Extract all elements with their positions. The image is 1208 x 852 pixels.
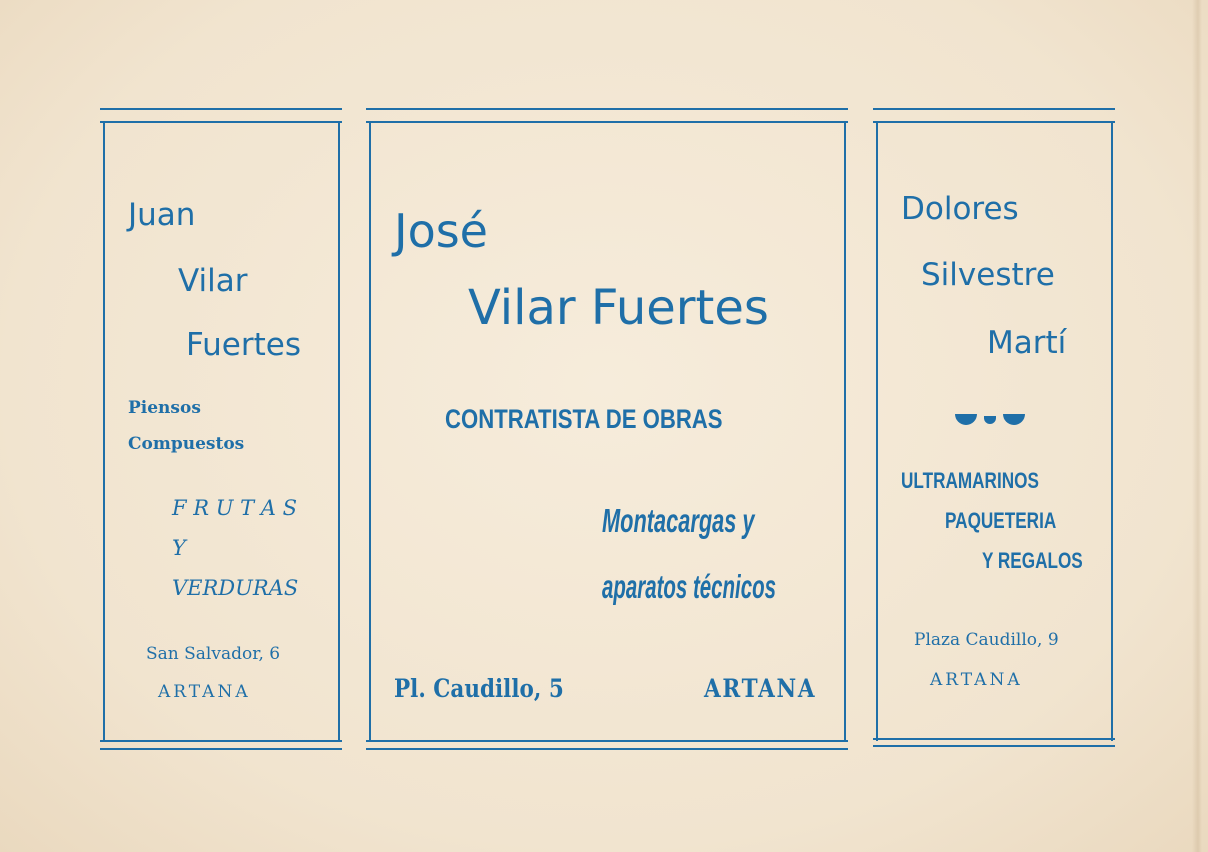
goods-line-3: Y REGALOS bbox=[982, 548, 1083, 573]
owner-surname-2: Fuertes bbox=[186, 327, 301, 363]
top-rule bbox=[100, 108, 342, 110]
top-inner-rule bbox=[100, 121, 342, 123]
ornament-center-dot bbox=[984, 416, 996, 424]
center-ad-panel bbox=[366, 108, 848, 752]
services-line-2: aparatos técnicos bbox=[602, 568, 776, 605]
business-line-2: Compuestos bbox=[128, 434, 245, 454]
contractor-first-name: José bbox=[394, 204, 488, 258]
produce-line-1: F R U T A S bbox=[172, 496, 298, 520]
owner-surname-2: Martí bbox=[987, 325, 1067, 361]
top-inner-rule bbox=[873, 121, 1115, 123]
ornament-right-dot bbox=[1003, 414, 1025, 425]
owner-first-name: Juan bbox=[128, 197, 196, 233]
goods-line-2: PAQUETERIA bbox=[945, 508, 1057, 533]
bottom-inner-rule bbox=[366, 740, 848, 742]
town: ARTANA bbox=[930, 670, 1023, 690]
produce-line-2: Y bbox=[172, 536, 186, 560]
owner-first-name: Dolores bbox=[901, 191, 1019, 227]
address: San Salvador, 6 bbox=[146, 644, 281, 664]
top-rule bbox=[366, 108, 848, 110]
right-border bbox=[338, 121, 340, 741]
right-ad-panel bbox=[873, 108, 1115, 748]
bottom-rule bbox=[100, 748, 342, 750]
left-border bbox=[103, 121, 105, 741]
bottom-inner-rule bbox=[873, 738, 1115, 740]
town: ARTANA bbox=[704, 674, 817, 703]
right-border bbox=[844, 121, 846, 741]
ornament-left-dot bbox=[955, 414, 977, 425]
right-border bbox=[1111, 121, 1113, 741]
owner-surname-1: Vilar bbox=[178, 263, 248, 299]
business-line-1: Piensos bbox=[128, 398, 201, 418]
bottom-rule bbox=[873, 745, 1115, 747]
services-line-1: Montacargas y bbox=[602, 502, 755, 539]
produce-line-3: VERDURAS bbox=[172, 576, 299, 600]
address: Pl. Caudillo, 5 bbox=[394, 674, 564, 703]
bottom-rule bbox=[366, 748, 848, 750]
town: ARTANA bbox=[158, 682, 251, 702]
trade: CONTRATISTA DE OBRAS bbox=[445, 404, 723, 434]
page-fold bbox=[1192, 0, 1202, 852]
top-rule bbox=[873, 108, 1115, 110]
goods-line-1: ULTRAMARINOS bbox=[901, 468, 1039, 493]
left-border bbox=[369, 121, 371, 741]
ornament-icon bbox=[955, 414, 1035, 428]
left-border bbox=[876, 121, 878, 741]
top-inner-rule bbox=[366, 121, 848, 123]
contractor-surnames: Vilar Fuertes bbox=[468, 280, 769, 336]
left-ad-panel bbox=[100, 108, 342, 752]
bottom-inner-rule bbox=[100, 740, 342, 742]
address: Plaza Caudillo, 9 bbox=[914, 630, 1059, 650]
owner-surname-1: Silvestre bbox=[921, 257, 1055, 293]
